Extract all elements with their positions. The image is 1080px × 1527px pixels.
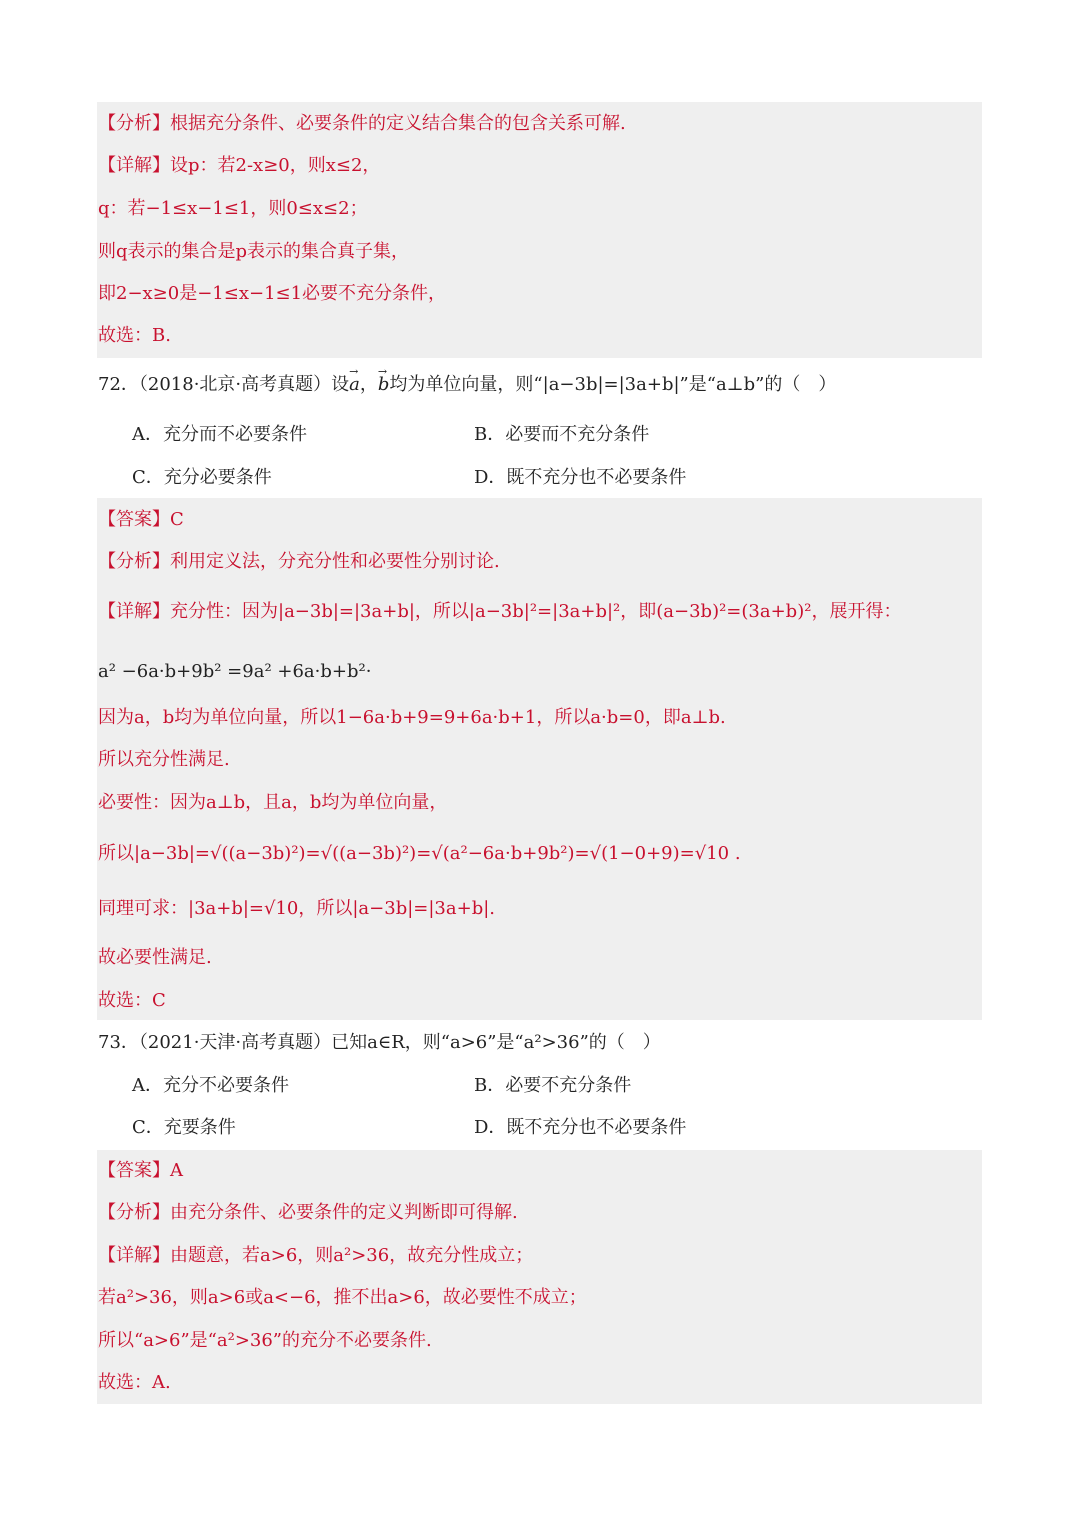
detail-71-text: 设p：若2-x≥0，则x≤2， xyxy=(170,155,381,176)
then-line-71: 则q表示的集合是p表示的集合真子集， xyxy=(98,241,410,262)
solution-box-72 xyxy=(97,498,982,1020)
solution-box-71 xyxy=(97,102,982,358)
analysis-71: 【分析】根据充分条件、必要条件的定义结合集合的包含关系可解. xyxy=(98,113,626,134)
converse-73: 若a²>36，则a>6或a<−6，推不出a>6，故必要性不成立； xyxy=(98,1287,587,1308)
analysis-72: 【分析】利用定义法，分充分性和必要性分别讨论. xyxy=(98,551,500,572)
option-73-a[interactable]: A．充分不必要条件 xyxy=(132,1075,289,1096)
choice-72: 故选：C xyxy=(98,990,166,1011)
vector-b: → b xyxy=(378,373,390,397)
option-72-c[interactable]: C．充分必要条件 xyxy=(132,467,272,488)
option-73-c[interactable]: C．充要条件 xyxy=(132,1117,236,1138)
answer-72: 【答案】C xyxy=(98,509,184,530)
unit-72: 因为a，b均为单位向量，所以1−6a·b+9=9+6a·b+1，所以a·b=0，即a⊥b. xyxy=(98,707,726,728)
analysis-73: 【分析】由充分条件、必要条件的定义判断即可得解. xyxy=(98,1202,518,1223)
detail-71: 【详解】设p：若2-x≥0，则x≤2， xyxy=(98,155,381,176)
option-73-d[interactable]: D．既不充分也不必要条件 xyxy=(474,1117,687,1138)
choice-71: 故选：B. xyxy=(98,325,171,346)
detail-72: 【详解】充分性：因为|a−3b|=|3a+b|，所以|a−3b|²=|3a+b|²，即(a−3b)²=(3a+b)²，展开得： xyxy=(98,601,902,622)
conclusion-73: 所以“a>6”是“a²>36”的充分不必要条件. xyxy=(98,1330,432,1351)
question-72-rest: 均为单位向量，则“|a−3b|=|3a+b|”是“a⊥b”的（ ） xyxy=(389,374,837,395)
vector-a: → a xyxy=(349,373,360,397)
question-73: 73．（2021·天津·高考真题）已知a∈R，则“a>6”是“a²>36”的（ ） xyxy=(98,1032,661,1053)
option-72-b[interactable]: B．必要而不充分条件 xyxy=(474,424,650,445)
question-72 xyxy=(98,373,836,397)
comma: ， xyxy=(359,374,378,395)
expansion-72: a² −6a·b+9b² =9a² +6a·b+b²· xyxy=(98,661,372,682)
option-72-d[interactable]: D．既不充分也不必要条件 xyxy=(474,467,687,488)
question-72-prefix: 72．（2018·北京·高考真题）设 xyxy=(98,374,350,395)
answer-73: 【答案】A xyxy=(98,1160,183,1181)
so-line-71: 即2−x≥0是−1≤x−1≤1必要不充分条件， xyxy=(98,283,447,304)
same-72: 同理可求：|3a+b|=√10，所以|a−3b|=|3a+b|. xyxy=(98,898,496,919)
choice-73: 故选：A. xyxy=(98,1372,171,1393)
nec-72: 必要性：因为a⊥b，且a，b均为单位向量， xyxy=(98,792,448,813)
option-73-b[interactable]: B．必要不充分条件 xyxy=(474,1075,632,1096)
solution-box-73 xyxy=(97,1150,982,1404)
calc-72: 所以|a−3b|=√((a−3b)²)=√((a−3b)²)=√(a²−6a·b+9b²)=√(1−0+9)=√10 . xyxy=(98,843,741,864)
suff-72: 所以充分性满足. xyxy=(98,749,230,770)
q-line-71: q：若−1≤x−1≤1，则0≤x≤2； xyxy=(98,198,368,219)
detail-73: 【详解】由题意，若a>6，则a²>36，故充分性成立； xyxy=(98,1245,534,1266)
option-72-a[interactable]: A．充分而不必要条件 xyxy=(132,424,307,445)
nec-ok-72: 故必要性满足. xyxy=(98,947,212,968)
